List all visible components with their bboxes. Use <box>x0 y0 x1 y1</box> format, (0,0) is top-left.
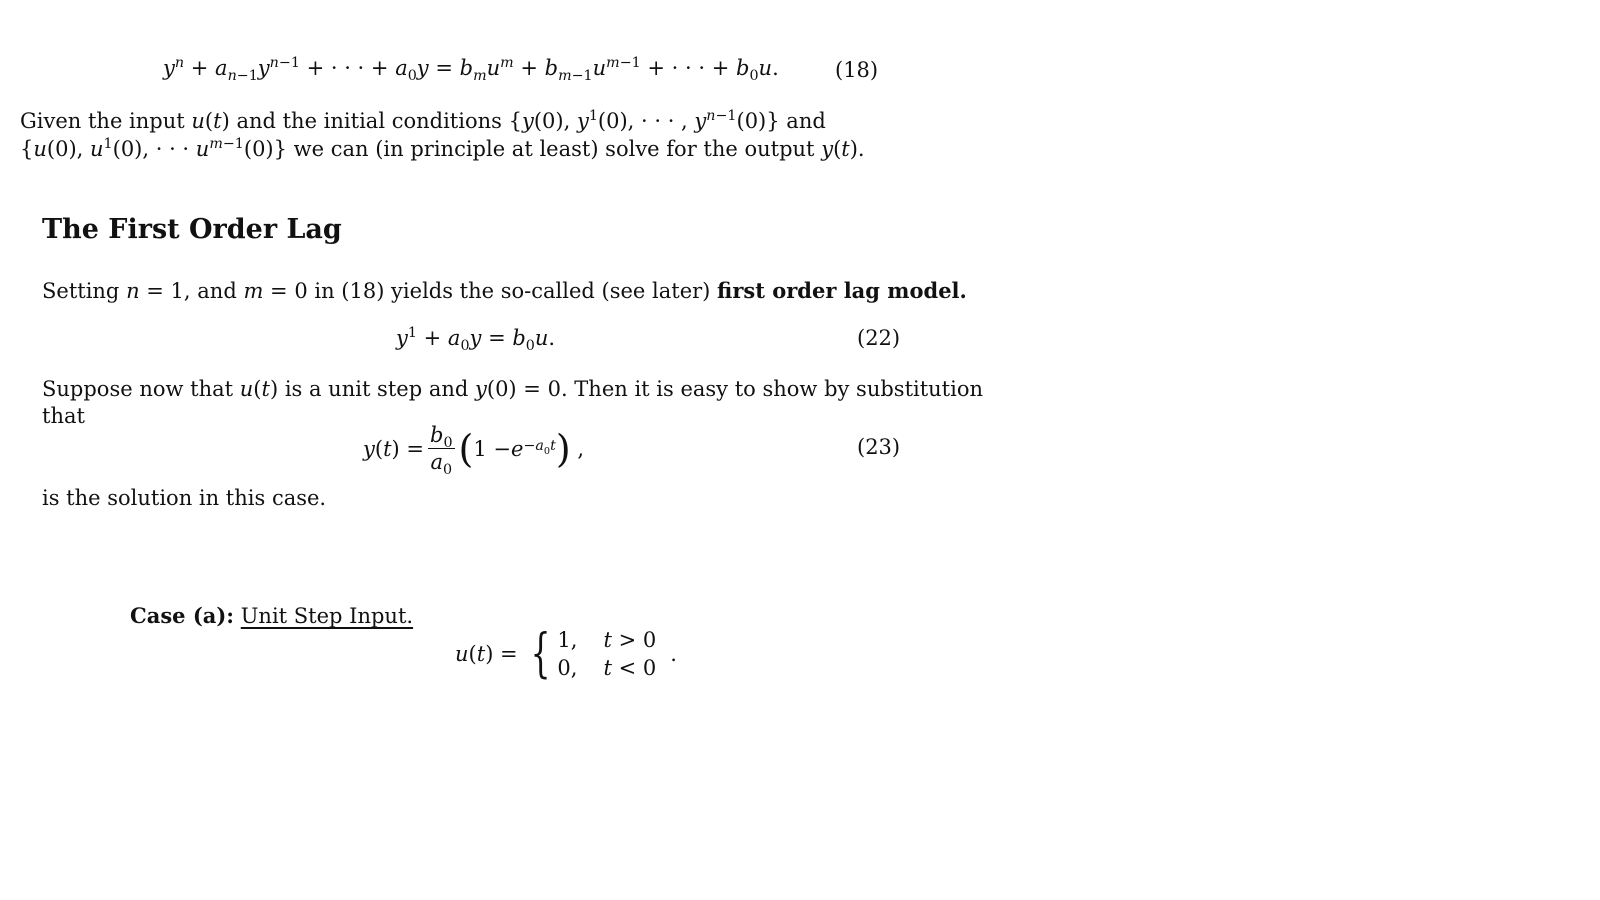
equation-18-number: (18) <box>835 58 879 82</box>
intro-line-1: Given the input u(t) and the initial conditions {y(0), $y^1(0)$, · · · , $y^{n-1}(0)$} and <box>20 108 826 133</box>
suppose-text-mid: is a unit step and <box>284 377 469 401</box>
equation-23-number: (23) <box>857 435 901 459</box>
suppose-text-suffix: . Then it is easy to show by substitution <box>560 377 984 401</box>
setting-text-and: , and <box>183 279 237 303</box>
intro-text-solve: we can (in principle at least) solve for the output <box>293 137 815 161</box>
equation-22-number: (22) <box>857 326 901 350</box>
section-heading: The First Order Lag <box>42 214 342 245</box>
first-order-lag-term: first order lag model. <box>717 278 967 303</box>
intro-text-given: Given the input <box>20 109 185 133</box>
piecewise-cases: 1, t > 0 0, t < 0 <box>557 628 657 680</box>
setting-text-prefix: Setting <box>42 279 120 303</box>
setting-paragraph: Setting n = 1, and m = 0 in (18) yields the so-called (see later) first order lag model. <box>42 278 967 303</box>
intro-text-and: and <box>786 109 826 133</box>
fraction-b0-over-a0: $\frac{b_0}{a_0}$ <box>430 423 453 479</box>
equation-18: $y^n + a_{n-1}y^{n-1}$ + · · · + $a_0y = b_mu^m + b_{m-1}u^{m-1}$ + · · · + $b_0u$. <box>163 55 779 85</box>
equation-22: $y^1 + a_0y = b_0u$. <box>396 325 556 355</box>
equation-23: y ( t ) = $\frac{b_0}{a_0}$ ( 1 − e $-a_0t$ ) , <box>363 423 585 479</box>
intro-line-2: {u(0), $u^1(0)$, · · · $u^{m-1}(0)$} we can (in principle at least) solve for the output y(t). <box>20 136 865 161</box>
case-a-title: Unit Step Input. <box>240 604 414 628</box>
solution-text: is the solution in this case. <box>42 486 327 510</box>
suppose-text-prefix: Suppose now that <box>42 377 234 401</box>
unit-step-definition: u ( t ) = { 1, t > 0 0, t < 0 . <box>455 624 677 684</box>
suppose-line-1: Suppose now that u(t) is a unit step and y(0) = 0. Then it is easy to show by substitution <box>42 377 984 401</box>
setting-text-in: in (18) yields the so-called (see later) <box>314 279 711 303</box>
suppose-line-2: that <box>42 404 85 428</box>
case-a-label: Case (a): <box>130 603 235 628</box>
intro-text-initial: and the initial conditions <box>236 109 502 133</box>
case-a-heading <box>130 602 413 630</box>
